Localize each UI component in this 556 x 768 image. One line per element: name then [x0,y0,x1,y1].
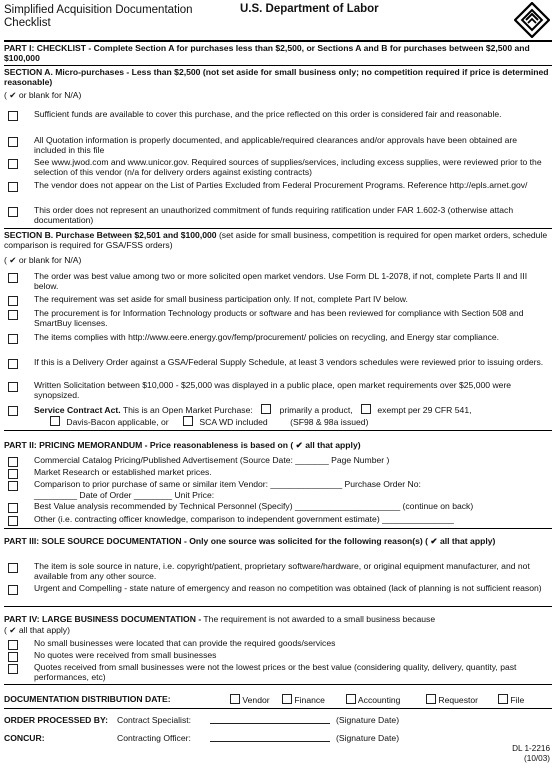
form-title [4,4,193,30]
part3-item-2: Urgent and Compelling - state nature of emergency and reason no competition was obtained (lack of planning is not sufficient reason) [34,583,542,593]
sectionA-item-2: All Quotation information is properly documented, and applicable/required clearances and/or approvals have been obtained are included in this file [34,135,517,155]
processed-label: ORDER PROCESSED BY: [4,715,108,725]
processed-role: Contract Specialist: [117,715,192,725]
sectionB-item-1: The order was best value among two or more solicited open market vendors. Use Form DL 1-2078, if not, complete Parts II and III below. [34,271,528,291]
sectionA-note: ( ✔ or blank for N/A) [4,90,82,100]
title-line-1: Simplified Acquisition Documentation [4,4,193,16]
part2-checkbox-2[interactable] [8,469,18,479]
processed-signature-line[interactable] [210,715,330,724]
distribution-finance-label: Finance [294,695,325,705]
sca-option-wd: SCA WD included [199,417,268,427]
part1-rule [4,65,552,66]
sectionA-item-1: Sufficient funds are available to cover this purchase, and the price reflected on this order is considered fair and reasonable. [34,109,502,119]
title-line-2: Checklist [4,17,51,29]
part2-item-3b: _________ Date of Order ________ Unit Price: [34,490,215,500]
sectionA-checkbox-5[interactable] [8,207,18,217]
part2-checkbox-3[interactable] [8,481,18,491]
part4-heading [4,614,552,624]
part4-checkbox-3[interactable] [8,664,18,674]
distribution-accounting-checkbox[interactable] [346,694,356,704]
part1-heading: PART I: CHECKLIST - Complete Section A for purchases less than $2,500, or Sections A and B for purchases between $2,500 and $100,000 [4,43,530,63]
sectionB-title-rest: (set aside for small business, competition is required for open market orders, schedule comparison is required for GSA/FSS orders) [4,230,548,250]
form-revision: (10/03) [524,753,550,763]
part2-item-4: Best Value analysis recommended by Technical Personnel (Specify) ______________________ (continue on back) [34,501,474,511]
part2-item-1: Commercial Catalog Pricing/Published Advertisement (Source Date: _______ Page Number ) [34,455,390,465]
distribution-rule [4,708,552,709]
sectionB-item-4: The items complies with http://www.eere.energy.gov/femp/procurement/ policies on recycling, and Energy star compliance. [34,332,500,342]
sectionB-checkbox-6[interactable] [8,382,18,392]
sectionA-item-4: The vendor does not appear on the List of Parties Excluded from Federal Procurement Programs. Reference http://epls.arnet.gov/ [34,180,528,190]
concur-row [4,733,552,743]
sca-label: Service Contract Act. [34,405,121,415]
concur-label: CONCUR: [4,733,45,743]
distribution-requestor-label: Requestor [438,695,479,705]
distribution-vendor-checkbox[interactable] [230,694,240,704]
part4-title-rest: The requirement is not awarded to a small business because [201,614,436,624]
part4-item-1: No small businesses were located that can provide the required goods/services [34,638,336,648]
sectionA-item-3: See www.jwod.com and www.unicor.gov. Required sources of supplies/services, including excess supplies, were reviewed prior to the selection of this vendor (n/a for delivery orders against existing contracts) [34,157,542,177]
distribution-requestor-checkbox[interactable] [426,694,436,704]
sectionB-heading [4,230,552,250]
part3-checkbox-2[interactable] [8,585,18,595]
sectionB-checkbox-5[interactable] [8,359,18,369]
distribution-accounting [346,694,400,705]
sectionB-rule [4,430,552,431]
sectionA-checkbox-4[interactable] [8,182,18,192]
part4-item-3: Quotes received from small businesses were not the lowest prices or the best value (considering quality, delivery, quantity, past performances, etc) [34,662,517,682]
sectionB-note: ( ✔ or blank for N/A) [4,255,82,265]
distribution-file [498,694,524,705]
sectionB-item-5: If this is a Delivery Order against a GSA/Federal Supply Schedule, at least 3 vendors schedules were reviewed prior to issuing orders. [34,357,544,367]
processed-signature-date: (Signature Date) [336,715,400,725]
form-number: DL 1-2216 [512,744,550,753]
distribution-file-checkbox[interactable] [498,694,508,704]
distribution-vendor [230,694,270,705]
sectionB-item-6: Written Solicitation between $10,000 - $25,000 was displayed in a public place, open market requirements over $25,000 were synopsized. [34,380,512,400]
part4-title: PART IV: LARGE BUSINESS DOCUMENTATION - [4,614,202,624]
part3-heading: PART III: SOLE SOURCE DOCUMENTATION - Only one source was solicited for the following reason(s) ( ✔ all that apply) [4,536,496,546]
concur-signature-line[interactable] [210,733,330,742]
part4-checkbox-1[interactable] [8,640,18,650]
part2-heading: PART II: PRICING MEMORANDUM - Price reasonableness is based on ( ✔ all that apply) [4,440,361,450]
form-footer [512,744,550,763]
distribution-file-label: File [510,695,525,705]
part3-checkbox-1[interactable] [8,563,18,573]
sectionB-checkbox-3[interactable] [8,310,18,320]
part2-item-2: Market Research or established market prices. [34,467,212,477]
part4-rule [4,684,552,685]
dol-logo-icon [514,2,550,38]
part3-item-1: The item is sole source in nature, i.e. copyright/patient, proprietary software/hardware, or original equipment manufacturer, and not available from any other source. [34,561,530,581]
part2-rule [4,528,552,529]
distribution-vendor-label: Vendor [242,695,270,705]
distribution-finance [282,694,325,705]
distribution-row [4,694,552,704]
department-name: U.S. Department of Labor [240,3,379,15]
distribution-label: DOCUMENTATION DISTRIBUTION DATE: [4,694,171,704]
sectionB-checkbox-2[interactable] [8,296,18,306]
sca-product-checkbox[interactable] [261,404,271,414]
sca-exempt-checkbox[interactable] [361,404,371,414]
sca-line-1 [34,404,546,415]
part2-checkbox-1[interactable] [8,457,18,467]
sca-option-exempt: exempt per 29 CFR 541, [377,405,472,415]
concur-role: Contracting Officer: [117,733,191,743]
sectionA-checkbox-3[interactable] [8,159,18,169]
concur-signature-date: (Signature Date) [336,733,400,743]
part2-item-5: Other (i.e. contracting officer knowledge, comparison to independent government estimate) _______________ [34,514,454,524]
part3-rule [4,606,552,607]
part2-item-3: Comparison to prior purchase of same or similar item Vendor: _______________ Purchase Order No: [34,479,421,489]
part4-item-2: No quotes were received from small businesses [34,650,217,660]
sectionB-checkbox-sca[interactable] [8,406,18,416]
sectionA-rule [4,228,552,229]
sca-option-product: primarily a product, [279,405,353,415]
sectionB-checkbox-4[interactable] [8,334,18,344]
part4-note: ( ✔ all that apply) [4,625,70,635]
sca-davis-bacon-checkbox[interactable] [50,416,60,426]
sectionB-title: SECTION B. Purchase Between $2,501 and $100,000 [4,230,217,240]
distribution-requestor [426,694,478,705]
distribution-accounting-label: Accounting [357,695,401,705]
part2-checkbox-5[interactable] [8,516,18,526]
header-rule [4,40,552,42]
sca-text: This is an Open Market Purchase: [122,405,253,415]
sca-wd-checkbox[interactable] [183,416,193,426]
sectionB-checkbox-1[interactable] [8,273,18,283]
sectionB-item-2: The requirement was set aside for small business participation only. If not, complete Part IV below. [34,294,408,304]
sectionA-checkbox-2[interactable] [8,137,18,147]
sca-option-sf98: (SF98 & 98a issued) [290,417,369,427]
distribution-finance-checkbox[interactable] [282,694,292,704]
sca-option-davis-bacon: Davis-Bacon applicable, or [66,417,169,427]
sectionA-heading: SECTION A. Micro-purchases - Less than $2,500 (not set aside for small business only; no competition required if price is determined reasonable) [4,67,549,87]
part2-checkbox-4[interactable] [8,503,18,513]
sectionB-item-3: The procurement is for Information Technology products or software and has been reviewed for compliance with Section 508 and SmartBuy licenses. [34,308,524,328]
processed-row [4,715,552,725]
part4-checkbox-2[interactable] [8,652,18,662]
sca-line-2 [34,416,546,427]
sectionA-item-5: This order does not represent an unauthorized commitment of funds requiring ratification under FAR 1.602-3 (otherwise attach documentation) [34,205,514,225]
sectionA-checkbox-1[interactable] [8,111,18,121]
form-header [4,2,552,38]
